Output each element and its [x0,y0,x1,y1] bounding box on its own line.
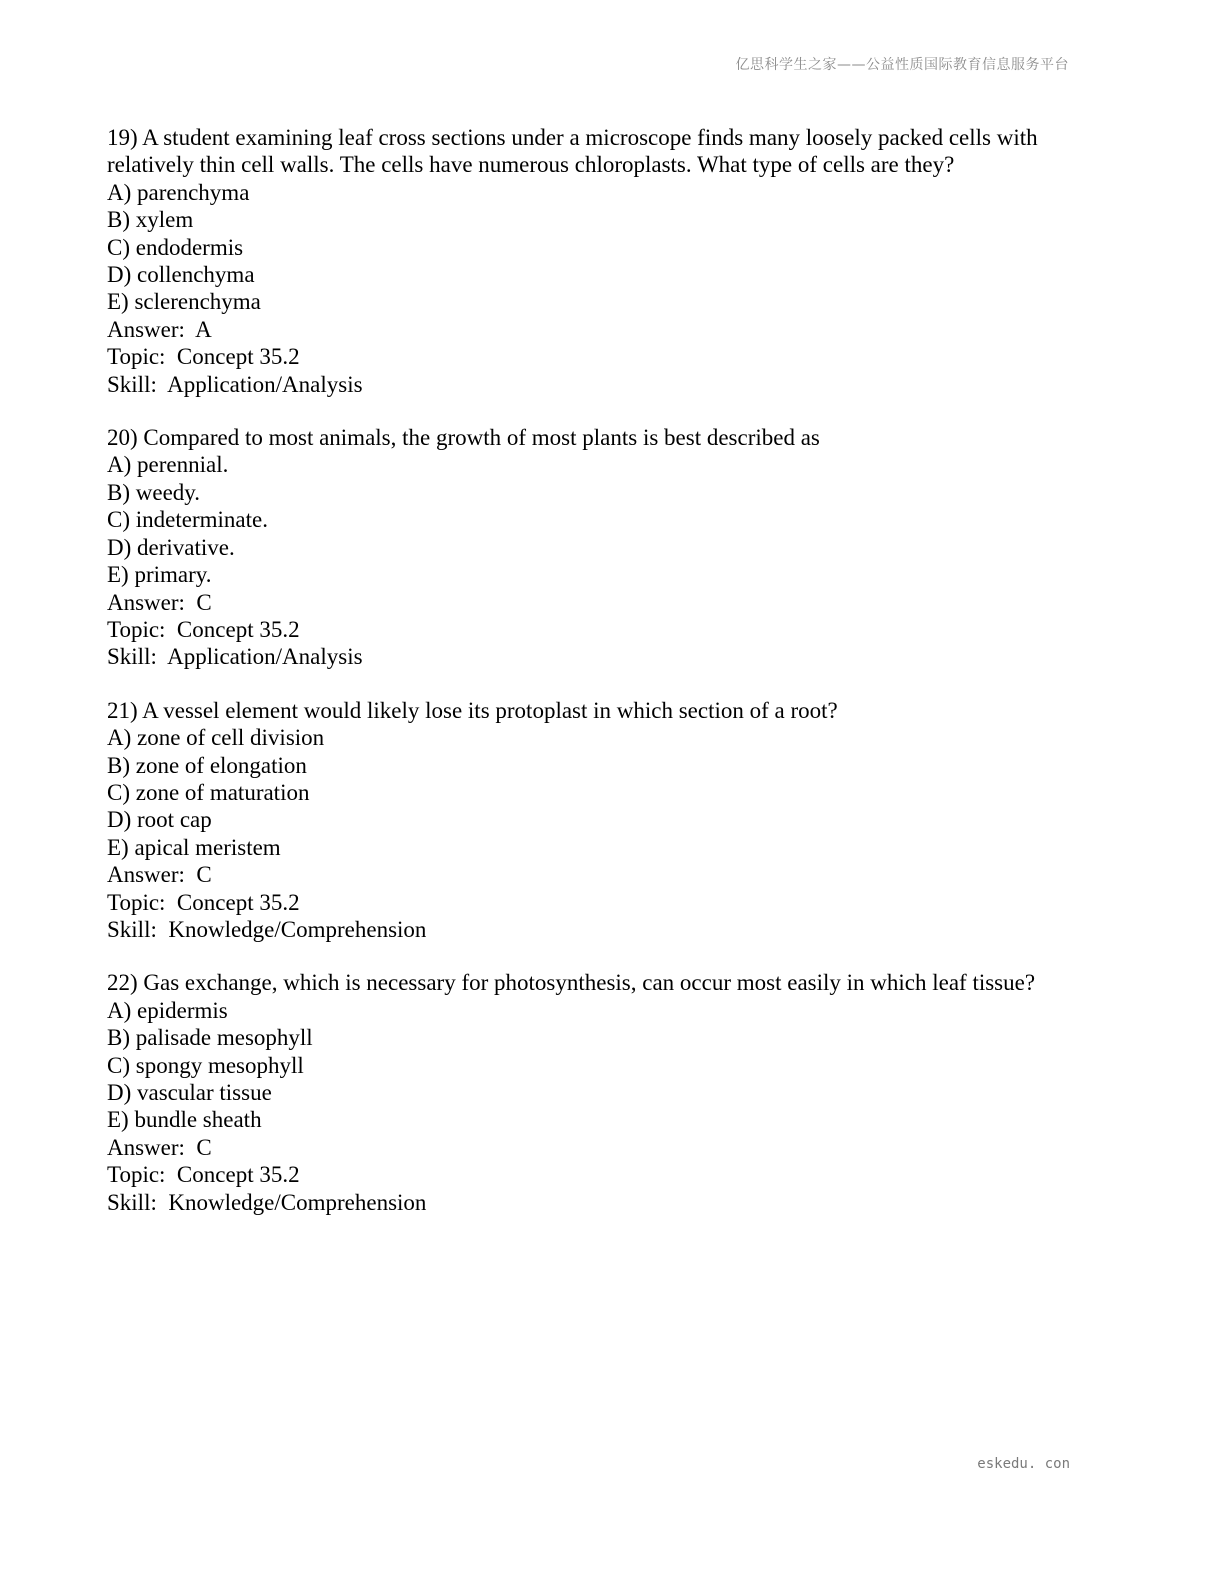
skill-line: Skill: Knowledge/Comprehension [107,916,427,942]
question-stem: 21) A vessel element would likely lose its protoplast in which section of a root? [107,697,838,723]
option-e: E) sclerenchyma [107,289,261,315]
answer-line: Answer: A [107,316,212,342]
option-c: C) endodermis [107,234,244,260]
topic-line: Topic: Concept 35.2 [107,889,300,915]
option-d: D) collenchyma [107,262,255,288]
option-d: D) derivative. [107,534,235,560]
option-b: B) xylem [107,207,194,233]
answer-line: Answer: C [107,1134,212,1160]
option-c: C) indeterminate. [107,507,268,533]
option-e: E) primary. [107,562,212,588]
option-e: E) bundle sheath [107,1107,262,1133]
option-a: A) zone of cell division [107,725,325,751]
option-c: C) spongy mesophyll [107,1052,304,1078]
option-b: B) zone of elongation [107,752,307,778]
topic-line: Topic: Concept 35.2 [107,1162,300,1188]
question-22 [107,969,1107,1216]
page-header: 亿思科学生之家——公益性质国际教育信息服务平台 [735,57,1069,73]
option-e: E) apical meristem [107,834,281,860]
topic-line: Topic: Concept 35.2 [107,616,300,642]
page-footer: eskedu. con [977,1456,1070,1472]
option-a: A) epidermis [107,997,228,1023]
document-body [107,124,1107,1242]
option-d: D) vascular tissue [107,1080,272,1105]
skill-line: Skill: Knowledge/Comprehension [107,1189,427,1215]
question-21 [107,697,1107,944]
option-b: B) palisade mesophyll [107,1025,313,1051]
topic-line: Topic: Concept 35.2 [107,344,300,370]
option-d: D) root cap [107,807,212,833]
question-19 [107,124,1107,398]
option-a: A) perennial. [107,452,229,478]
question-stem: 19) A student examining leaf cross sections under a microscope finds many loosely packed cells with relatively thin cell walls. The cells have numerous chloroplasts. What type of cells are they? [107,125,1044,178]
option-c: C) zone of maturation [107,779,310,805]
option-b: B) weedy. [107,479,201,505]
answer-line: Answer: C [107,862,212,888]
option-a: A) parenchyma [107,179,250,205]
skill-line: Skill: Application/Analysis [107,371,363,397]
skill-line: Skill: Application/Analysis [107,644,363,670]
answer-line: Answer: C [107,589,212,615]
question-stem: 20) Compared to most animals, the growth of most plants is best described as [107,425,820,451]
question-20 [107,424,1107,671]
question-stem: 22) Gas exchange, which is necessary for photosynthesis, can occur most easily in which leaf tissue? [107,970,1036,996]
